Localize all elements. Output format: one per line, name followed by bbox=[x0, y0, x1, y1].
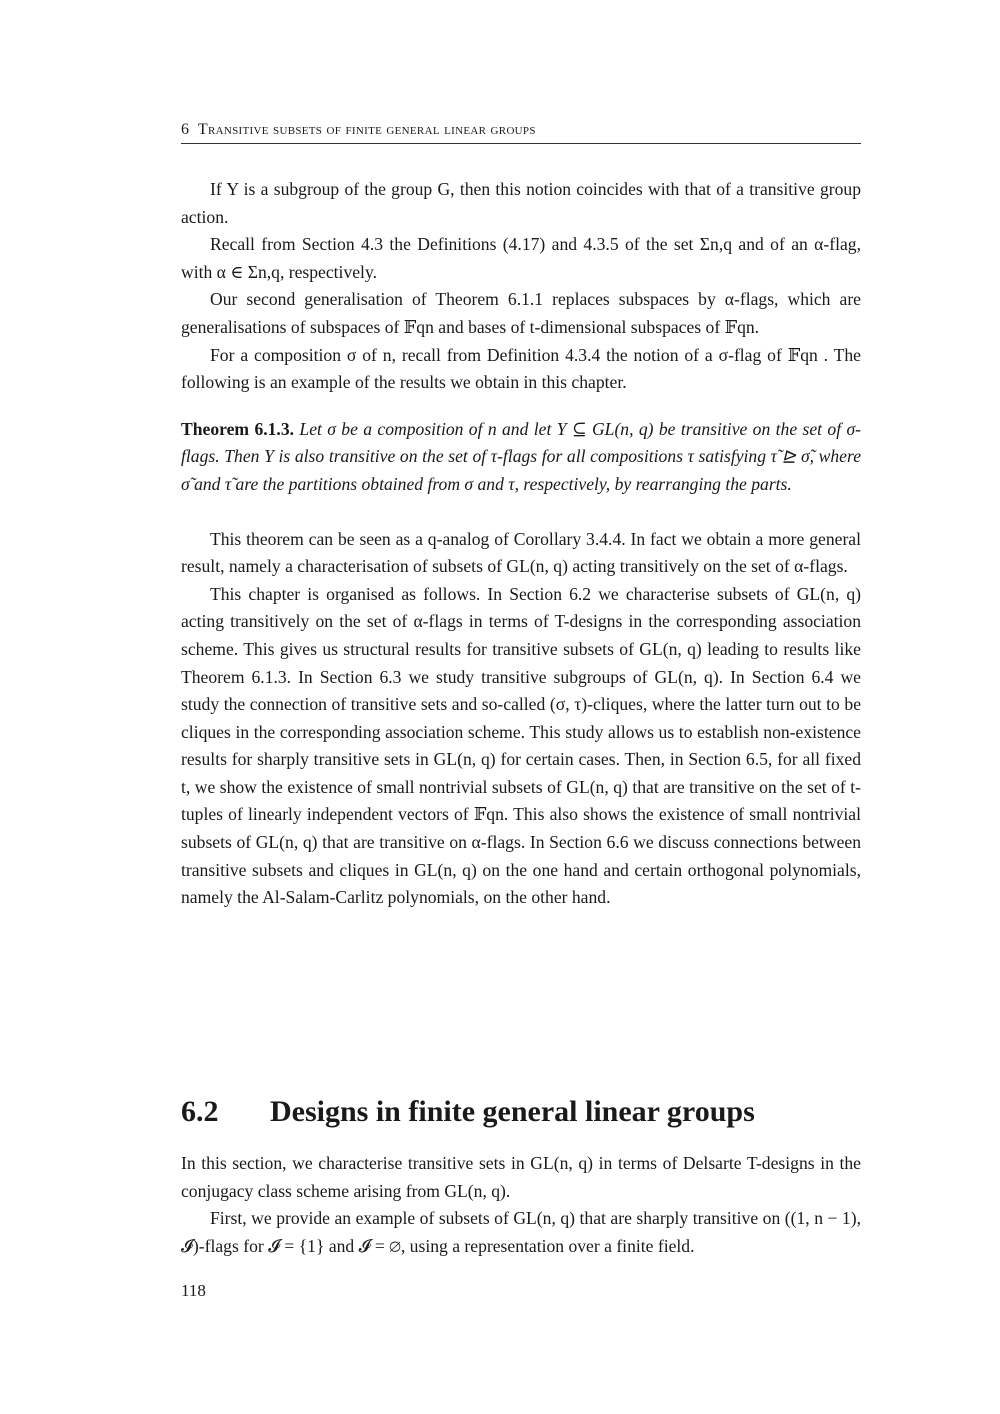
paragraph-1: If Y is a subgroup of the group G, then this notion coincides with that of a transitive group action. bbox=[181, 179, 861, 227]
page-number: 118 bbox=[181, 1281, 206, 1300]
paragraph-3: Our second generalisation of Theorem 6.1.1 replaces subspaces by α-flags, which are generalisations of subspaces of 𝔽qn and bases of t-dimensional subspaces of 𝔽qn. bbox=[181, 289, 861, 337]
section-paragraph-1: In this section, we characterise transitive sets in GL(n, q) in terms of Delsarte T-designs in the conjugacy class scheme arising from GL(n, q). bbox=[181, 1153, 861, 1201]
paragraph-5: This theorem can be seen as a q-analog of Corollary 3.4.4. In fact we obtain a more general result, namely a characterisation of subsets of GL(n, q) acting transitively on the set of α-flags. bbox=[181, 528, 861, 577]
paragraph-4: For a composition σ of n, recall from Definition 4.3.4 the notion of a σ-flag of 𝔽qn . The following is an example of the results we obtain in this chapter. bbox=[181, 344, 861, 393]
intro-text bbox=[181, 176, 861, 912]
section-paragraph-2: First, we provide an example of subsets of GL(n, q) that are sharply transitive on ((1, n − 1), 𝓘)-flags for 𝓘 = {1} and 𝓘 = ∅, using a representation over a finite field. bbox=[181, 1208, 861, 1256]
theorem-6-1-3 bbox=[181, 416, 861, 499]
chapter-title: Transitive subsets of finite general linear groups bbox=[197, 121, 536, 138]
theorem-text: Let σ be a composition of n and let Y ⊆ GL(n, q) be transitive on the set of σ-flags. Then Y is also transitive on the set of τ-flags for all compositions τ satisfying τ̃ ⊵ σ̃, where σ̃ and τ̃ are the partitions obtained from σ and τ, respectively, by rearranging the parts. bbox=[181, 418, 861, 494]
section-number: 6.2 bbox=[181, 1095, 219, 1128]
paragraph-6: This chapter is organised as follows. In Section 6.2 we characterise subsets of GL(n, q) acting transitively on the set of α-flags in terms of T-designs in the corresponding association scheme. This gives us structural results for transitive subsets of GL(n, q) leading to results like Theorem 6.1.3. In Section 6.3 we study transitive subgroups of GL(n, q). In Section 6.4 we study the connection of transitive sets and so-called (σ, τ)-cliques, where the latter turn out to be cliques in the corresponding association scheme. This study allows us to establish non-existence results for sharply transitive sets in GL(n, q) for certain cases. Then, in Section 6.5, for all fixed t, we show the existence of small nontrivial subsets of GL(n, q) that are transitive on the set of t-tuples of linearly independent vectors of 𝔽qn. This also shows the existence of small nontrivial subsets of GL(n, q) that are transitive on α-flags. In Section 6.6 we discuss connections between transitive subsets and cliques in GL(n, q) on the one hand and certain orthogonal polynomials, namely the Al-Salam-Carlitz polynomials, on the other hand. bbox=[181, 583, 861, 908]
section-title: Designs in finite general linear groups bbox=[270, 1095, 755, 1128]
theorem-label: Theorem 6.1.3. bbox=[181, 418, 295, 439]
section-heading bbox=[181, 1094, 861, 1130]
running-head bbox=[181, 121, 861, 144]
paragraph-2: Recall from Section 4.3 the Definitions (4.17) and 4.3.5 of the set Σn,q and of an α-flag, with α ∈ Σn,q, respectively. bbox=[181, 234, 861, 282]
section-text bbox=[181, 1150, 861, 1260]
chapter-number: 6 bbox=[181, 121, 190, 138]
